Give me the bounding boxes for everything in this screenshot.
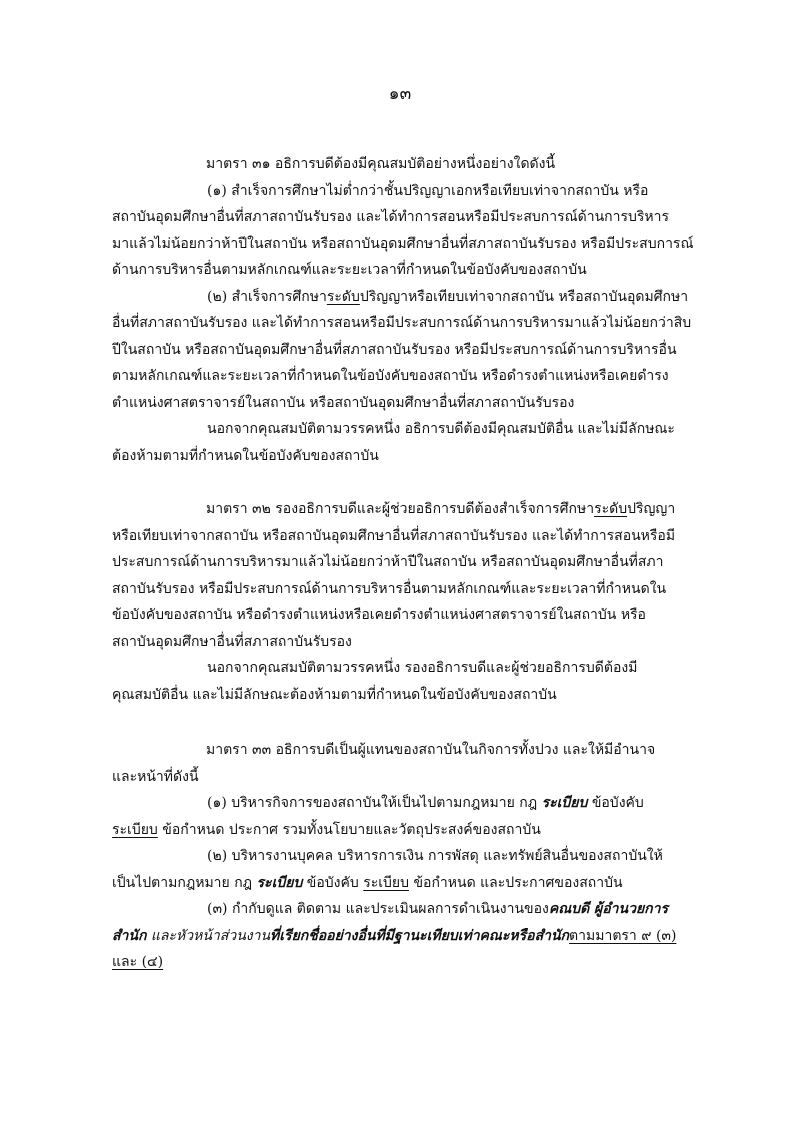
underlined-text: ตามมาตรา ๙ (๓) bbox=[569, 927, 677, 944]
text-run: เป็นไปตามกฎหมาย กฎ bbox=[112, 874, 257, 891]
section-32-extra-line: นอกจากคุณสมบัติตามวรรคหนึ่ง รองอธิการบดีและผู้ช่วยอธิการบดีต้องมี bbox=[207, 660, 638, 676]
section-31-item-2-line: ตำแหน่งศาสตราจารย์ในสถาบัน หรือสถาบันอุดมศึกษาอื่นที่สภาสถาบันรับรอง bbox=[112, 394, 575, 411]
text-run: มาตรา ๓๒ รองอธิการบดีและผู้ช่วยอธิการบดีต้องสำเร็จการศึกษา bbox=[206, 501, 595, 517]
section-32-extra-line: คุณสมบัติอื่น และไม่มีลักษณะต้องห้ามตามที่กำหนดในข้อบังคับของสถาบัน bbox=[112, 686, 557, 703]
section-31-item-2-line: อื่นที่สภาสถาบันรับรอง และได้ทำการสอนหรือมีประสบการณ์ด้านการบริหารมาแล้วไม่น้อยกว่าสิบ bbox=[112, 315, 692, 331]
section-32-line: หรือเทียบเท่าจากสถาบัน หรือสถาบันอุดมศึกษาอื่นที่สภาสถาบันรับรอง และได้ทำการสอนหรือมี bbox=[112, 527, 676, 544]
text-run: ข้อบังคับ bbox=[302, 874, 364, 891]
underlined-text: ระดับ bbox=[326, 288, 360, 305]
text-run: ปริญญาหรือเทียบเท่าจากสถาบัน หรือสถาบันอุดมศึกษา bbox=[359, 288, 689, 305]
underlined-text: ระเบียบ bbox=[363, 874, 410, 891]
text-run: ข้อบังคับ bbox=[587, 795, 644, 811]
italic-text: สำนัก bbox=[112, 927, 147, 944]
section-32-heading bbox=[112, 496, 698, 523]
section-33-item-1-line bbox=[112, 817, 698, 844]
section-33-item-3-line bbox=[112, 896, 698, 923]
text-run: (๓) กำกับดูแล ติดตาม และประเมินผลการดำเนินงานของ bbox=[207, 901, 549, 917]
underlined-text: ระดับ bbox=[594, 501, 628, 517]
section-33-heading-line-2: และหน้าที่ดังนี้ bbox=[112, 768, 199, 785]
section-32-line: สถาบันอุดมศึกษาอื่นที่สภาสถาบันรับรอง bbox=[112, 633, 352, 650]
section-31-item-2-line: ตามหลักเกณฑ์และระยะเวลาที่กำหนดในข้อบังคับของสถาบัน หรือดำรงตำแหน่งหรือเคยดำรง bbox=[112, 368, 669, 384]
section-33-item-3-line bbox=[112, 949, 698, 976]
text-run: (๑) บริหารกิจการของสถาบันให้เป็นไปตามกฎหมาย กฎ bbox=[207, 795, 542, 811]
italic-text: ที่เรียกชื่ออย่างอื่นที่มีฐานะเทียบเท่าคณะหรือสำนัก bbox=[270, 927, 570, 944]
section-31-item-2-line bbox=[112, 284, 698, 311]
section-31-item-1-line: มาแล้วไม่น้อยกว่าห้าปีในสถาบัน หรือสถาบันอุดมศึกษาอื่นที่สภาสถาบันรับรอง หรือมีประสบการณ์ bbox=[112, 235, 694, 252]
page-number: ๑๓ bbox=[388, 84, 412, 104]
italic-text: ระเบียบ bbox=[256, 874, 303, 891]
section-33-item-1-line bbox=[112, 790, 698, 817]
text-run: (๒) สำเร็จการศึกษา bbox=[207, 288, 327, 305]
section-31-item-1-line: (๑) สำเร็จการศึกษาไม่ต่ำกว่าชั้นปริญญาเอกหรือเทียบเท่าจากสถาบัน หรือ bbox=[207, 182, 649, 199]
underlined-text: ระเบียบ bbox=[112, 821, 158, 838]
underlined-text: และ (๔) bbox=[112, 954, 164, 970]
section-31-extra-line: นอกจากคุณสมบัติตามวรรคหนึ่ง อธิการบดีต้องมีคุณสมบัติอื่น และไม่มีลักษณะ bbox=[207, 421, 675, 437]
text-run: ข้อกำหนด และประกาศของสถาบัน bbox=[409, 874, 623, 891]
section-31-item-1-line: สถาบันอุดมศึกษาอื่นที่สภาสถาบันรับรอง และได้ทำการสอนหรือมีประสบการณ์ด้านการบริหาร bbox=[112, 209, 670, 225]
section-31-item-1-line: ด้านการบริหารอื่นตามหลักเกณฑ์และระยะเวลาที่กำหนดในข้อบังคับของสถาบัน bbox=[112, 262, 587, 278]
italic-text: และ bbox=[146, 927, 177, 944]
section-31-extra-line: ต้องห้ามตามที่กำหนดในข้อบังคับของสถาบัน bbox=[112, 447, 379, 464]
section-32-line: ข้อบังคับของสถาบัน หรือดำรงตำแหน่งหรือเคยดำรงตำแหน่งศาสตราจารย์ในสถาบัน หรือ bbox=[112, 607, 646, 623]
text-run: ข้อกำหนด ประกาศ รวมทั้งนโยบายและวัตถุประสงค์ของสถาบัน bbox=[157, 821, 541, 838]
section-33-item-2-line bbox=[112, 870, 698, 897]
section-32-line: สถาบันรับรอง หรือมีประสบการณ์ด้านการบริหารอื่นตามหลักเกณฑ์และระยะเวลาที่กำหนดใน bbox=[112, 580, 667, 597]
italic-text: ระเบียบ bbox=[541, 795, 588, 811]
italic-text: หัวหน้าส่วนงาน bbox=[176, 927, 271, 944]
section-33-heading: มาตรา ๓๓ อธิการบดีเป็นผู้แทนของสถาบันในกิจการทั้งปวง และให้มีอำนาจ bbox=[206, 742, 656, 758]
text-run: ปริญญา bbox=[627, 501, 676, 517]
section-33-item-2-line: (๒) บริหารงานบุคคล บริหารการเงิน การพัสดุ และทรัพย์สินอื่นของสถาบันให้ bbox=[207, 848, 663, 864]
section-31-item-2-line: ปีในสถาบัน หรือสถาบันอุดมศึกษาอื่นที่สภาสถาบันรับรอง หรือมีประสบการณ์ด้านการบริหารอื่น bbox=[112, 341, 677, 358]
italic-text: คณบดี ผู้อำนวยการ bbox=[548, 901, 669, 917]
section-31 bbox=[112, 151, 698, 469]
section-31-heading: มาตรา ๓๑ อธิการบดีต้องมีคุณสมบัติอย่างหนึ่งอย่างใดดังนี้ bbox=[206, 156, 556, 172]
section-33-item-3-line bbox=[112, 923, 698, 950]
section-32-line: ประสบการณ์ด้านการบริหารมาแล้วไม่น้อยกว่าห้าปีในสถาบัน หรือสถาบันอุดมศึกษาอื่นที่สภา bbox=[112, 554, 664, 570]
section-32 bbox=[112, 496, 698, 708]
section-33 bbox=[112, 737, 698, 976]
